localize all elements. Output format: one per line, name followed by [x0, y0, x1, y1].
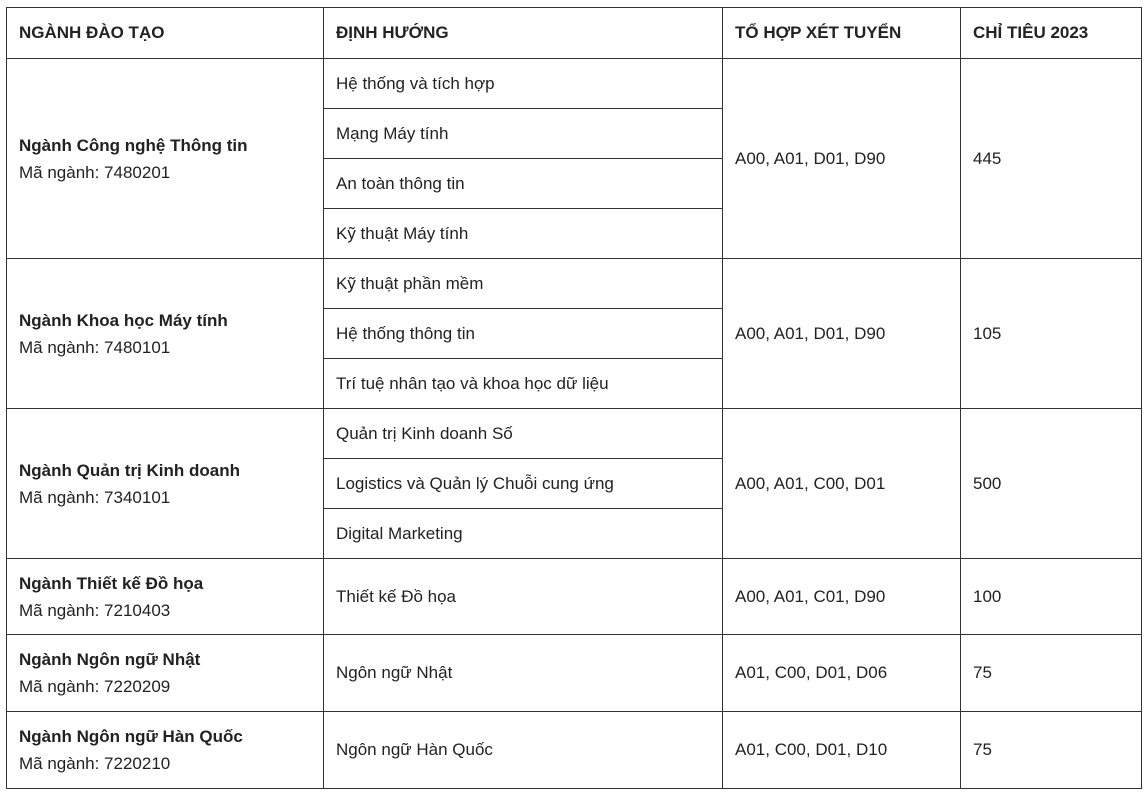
header-orientation: ĐỊNH HƯỚNG: [324, 8, 723, 59]
orientation-cell: Hệ thống thông tin: [324, 309, 723, 359]
major-name: Ngành Thiết kế Đồ họa: [19, 573, 204, 593]
major-code: Mã ngành: 7210403: [19, 600, 171, 620]
orientation-cell: Mạng Máy tính: [324, 109, 723, 159]
orientation-cell: Kỹ thuật Máy tính: [324, 209, 723, 259]
quota-cell: 500: [961, 409, 1142, 559]
major-name: Ngành Khoa học Máy tính: [19, 310, 228, 330]
quota-cell: 100: [961, 559, 1142, 635]
combination-cell: A00, A01, C01, D90: [723, 559, 961, 635]
combination-cell: A00, A01, D01, D90: [723, 259, 961, 409]
orientation-cell: Digital Marketing: [324, 509, 723, 559]
major-cell: [7, 59, 324, 259]
major-cell: [7, 559, 324, 635]
admissions-table: [6, 7, 1142, 789]
orientation-cell: Trí tuệ nhân tạo và khoa học dữ liệu: [324, 359, 723, 409]
major-cell: [7, 712, 324, 789]
combination-cell: A00, A01, D01, D90: [723, 59, 961, 259]
orientation-cell: Kỹ thuật phần mềm: [324, 259, 723, 309]
major-name: Ngành Công nghệ Thông tin: [19, 135, 248, 155]
quota-cell: 75: [961, 712, 1142, 789]
orientation-cell: Ngôn ngữ Nhật: [324, 635, 723, 712]
header-quota: CHỈ TIÊU 2023: [961, 8, 1142, 59]
major-name: Ngành Ngôn ngữ Nhật: [19, 650, 201, 669]
table-row: [7, 409, 1142, 459]
major-name: Ngành Quản trị Kinh doanh: [19, 460, 240, 480]
quota-cell: 105: [961, 259, 1142, 409]
table-row: [7, 635, 1142, 712]
quota-cell: 445: [961, 59, 1142, 259]
orientation-cell: Logistics và Quản lý Chuỗi cung ứng: [324, 459, 723, 509]
table-row: [7, 59, 1142, 109]
major-code: Mã ngành: 7340101: [19, 487, 171, 507]
major-code: Mã ngành: 7480101: [19, 337, 171, 357]
table-row: [7, 259, 1142, 309]
orientation-cell: An toàn thông tin: [324, 159, 723, 209]
major-code: Mã ngành: 7220210: [19, 754, 171, 773]
major-cell: [7, 259, 324, 409]
major-code: Mã ngành: 7480201: [19, 162, 171, 182]
major-cell: [7, 635, 324, 712]
major-code: Mã ngành: 7220209: [19, 677, 171, 696]
table-header-row: [7, 8, 1142, 59]
orientation-cell: Hệ thống và tích hợp: [324, 59, 723, 109]
header-major: NGÀNH ĐÀO TẠO: [7, 8, 324, 59]
orientation-cell: Quản trị Kinh doanh Số: [324, 409, 723, 459]
quota-cell: 75: [961, 635, 1142, 712]
combination-cell: A00, A01, C00, D01: [723, 409, 961, 559]
table-row: [7, 559, 1142, 635]
major-cell: [7, 409, 324, 559]
combination-cell: A01, C00, D01, D10: [723, 712, 961, 789]
major-name: Ngành Ngôn ngữ Hàn Quốc: [19, 727, 243, 746]
orientation-cell: Thiết kế Đồ họa: [324, 559, 723, 635]
header-combination: TỔ HỢP XÉT TUYỂN: [723, 8, 961, 59]
orientation-cell: Ngôn ngữ Hàn Quốc: [324, 712, 723, 789]
combination-cell: A01, C00, D01, D06: [723, 635, 961, 712]
table-row: [7, 712, 1142, 789]
